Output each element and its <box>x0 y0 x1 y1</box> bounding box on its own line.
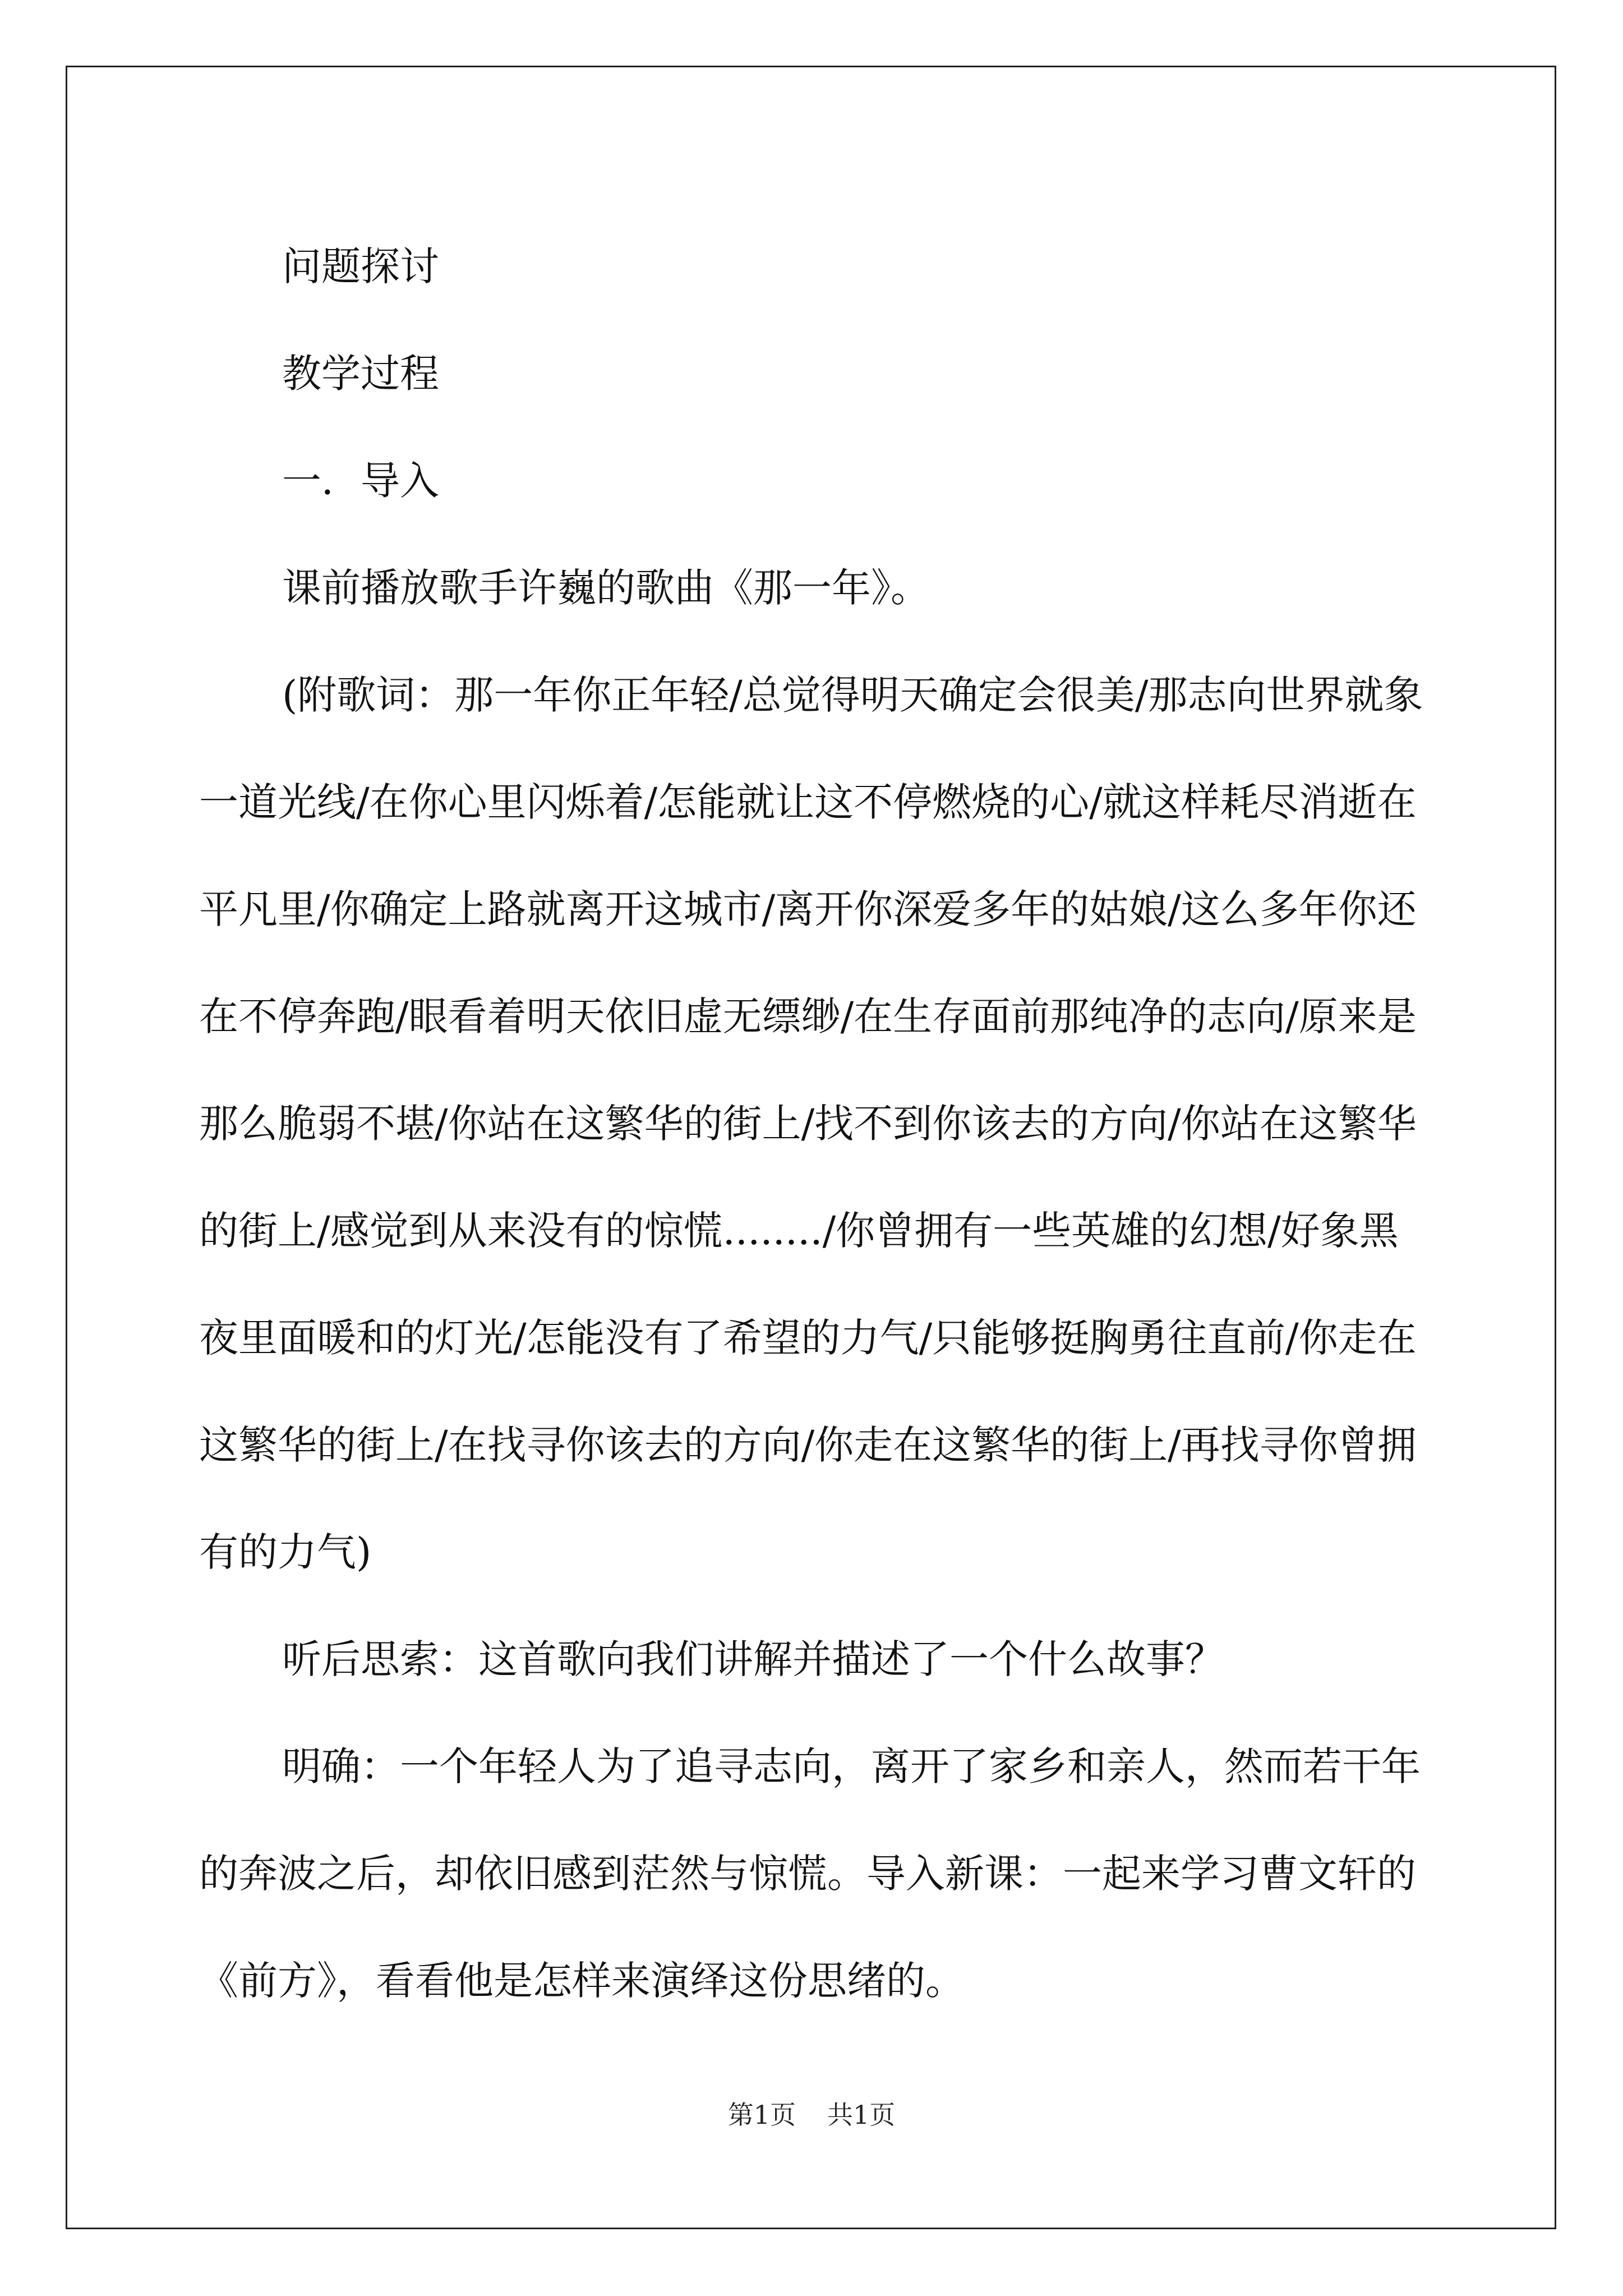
paragraph-question: 听后思索：这首歌向我们讲解并描述了一个什么故事？ <box>282 1636 1224 1682</box>
heading-problem-discussion: 问题探讨 <box>282 243 439 289</box>
paragraph-song-intro: 课前播放歌手许巍的歌曲《那一年》。 <box>282 565 930 611</box>
page-total: 共1页 <box>827 2100 896 2130</box>
page-footer <box>0 2098 1623 2132</box>
page-number: 第1页 <box>727 2100 796 2130</box>
paragraph-answer: 明确：一个年轻人为了追寻志向，离开了家乡和亲人，然而若干年的奔波之后，却依旧感到茫然与惊慌。导入新课：一起来学习曹文轩的《前方》，看看他是怎样来演绎这份思绪的。 <box>199 1743 1421 2004</box>
paragraph-lyrics: (附歌词：那一年你正年轻/总觉得明天确定会很美/那志向世界就象一道光线/在你心里闪烁着/怎能就让这不停燃烧的心/就这样耗尽消逝在平凡里/你确定上路就离开这城市/离开你深爱多年的姑娘/这么多年你还在不停奔跑/眼看着明天依旧虚无缥缈/在生存面前那纯净的志向/原来是那么脆弱不堪/你站在这繁华的街上/找不到你该去的方向/你站在这繁华的街上/感觉到从来没有的惊慌......../你曾拥有一些英雄的幻想/好象黑夜里面暖和的灯光/怎能没有了希望的力气/只能够挺胸勇往直前/你走在这繁华的街上/在找寻你该去的方向/你走在这繁华的街上/再找寻你曾拥有的力气) <box>199 672 1423 1575</box>
document-body <box>199 213 1436 2035</box>
heading-teaching-process: 教学过程 <box>282 351 439 397</box>
heading-introduction: 一．导入 <box>282 458 439 504</box>
